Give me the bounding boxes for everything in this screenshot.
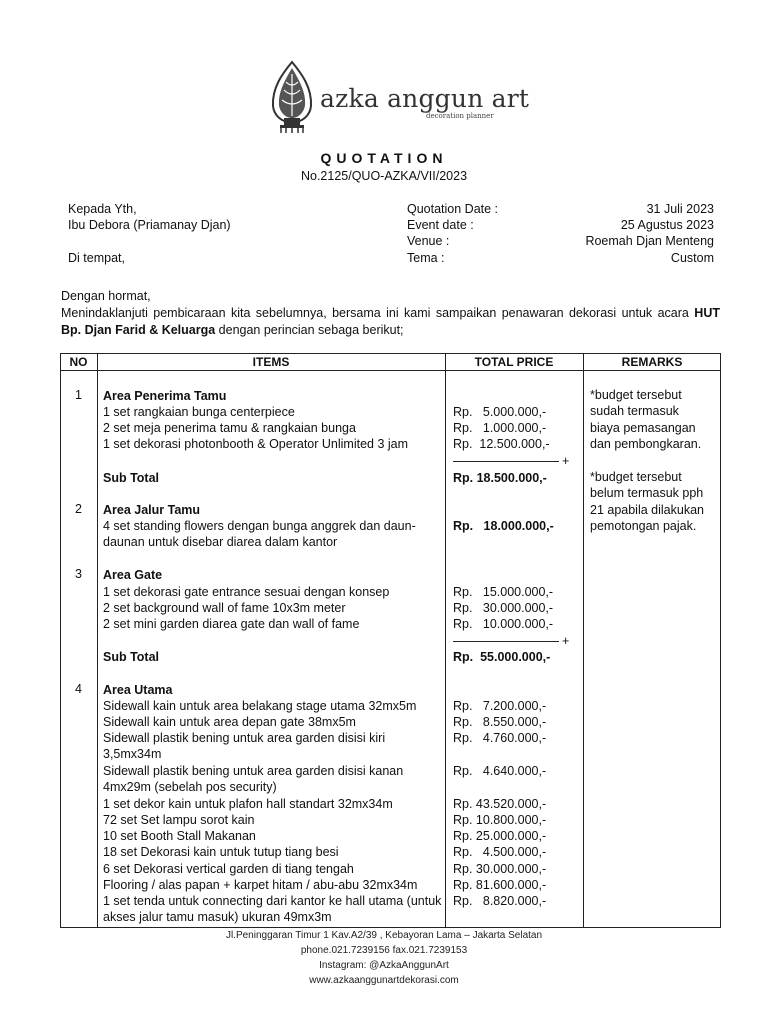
remark-line: belum termasuk pph bbox=[590, 486, 704, 501]
item-price: Rp. 30.000.000,- bbox=[453, 862, 547, 876]
intro-rest: dengan perincian sebaga berikut; bbox=[215, 322, 404, 337]
detail-value: 31 Juli 2023 bbox=[646, 202, 714, 216]
item-price: Rp. 5.000.000,- bbox=[453, 405, 547, 419]
subtotal-label: Sub Total bbox=[103, 650, 160, 664]
item-desc: 1 set tenda untuk connecting dari kantor ke hall utama (untuk akses jalur tamu masuk) ukuran 49mx3m bbox=[103, 894, 442, 925]
event-name: HUT Bp. Djan Farid & Keluarga bbox=[61, 306, 720, 337]
item-price: Rp. 1.000.000,- bbox=[453, 421, 547, 435]
item-price: Rp. 8.550.000,- bbox=[453, 715, 547, 729]
item-desc: 1 set rangkaian bunga centerpiece bbox=[103, 405, 295, 419]
footer-phone: phone.021.7239156 fax.021.7239153 bbox=[300, 945, 468, 956]
item-desc: Sidewall kain untuk area belakang stage utama 32mx5m bbox=[103, 699, 417, 713]
remark-line: pemotongan pajak. bbox=[590, 518, 697, 533]
recipient-place: Di tempat, bbox=[68, 251, 125, 265]
document-number: No.2125/QUO-AZKA/VII/2023 bbox=[300, 169, 468, 183]
remark-2 bbox=[590, 469, 715, 534]
item-price: Rp. 12.500.000,- bbox=[453, 437, 550, 451]
footer-website[interactable]: www.azkaanggunartdekorasi.com bbox=[309, 975, 459, 986]
recipient-name: Ibu Debora (Priamanay Djan) bbox=[68, 218, 231, 232]
item-price: Rp. 30.000.000,- bbox=[453, 601, 554, 615]
subtotal-label: Sub Total bbox=[103, 471, 160, 485]
document-title: QUOTATION bbox=[320, 150, 448, 166]
item-price: Rp. 7.200.000,- bbox=[453, 699, 547, 713]
section-title: Area Jalur Tamu bbox=[103, 503, 201, 517]
wayang-gunungan-icon bbox=[268, 60, 316, 134]
item-price: Rp. 18.000.000,- bbox=[453, 519, 554, 533]
detail-label: Tema : bbox=[407, 251, 445, 265]
greeting: Dengan hormat, bbox=[61, 289, 151, 303]
header-price: TOTAL PRICE bbox=[474, 355, 554, 369]
detail-value: 25 Agustus 2023 bbox=[620, 218, 714, 232]
intro-text: Menindaklanjuti pembicaraan kita sebelumnya, bersama ini kami sampaikan penawaran dekorasi untuk acara bbox=[61, 306, 689, 320]
item-price: Rp. 25.000.000,- bbox=[453, 829, 547, 843]
item-price: Rp. 4.640.000,- bbox=[453, 764, 547, 778]
item-desc: 6 set Dekorasi vertical garden di tiang tengah bbox=[103, 862, 354, 876]
item-price: Rp. 8.820.000,- bbox=[453, 894, 547, 908]
remark-1 bbox=[590, 387, 715, 452]
item-desc: 2 set meja penerima tamu & rangkaian bunga bbox=[103, 421, 356, 435]
remark-line: 21 apabila dilakukan bbox=[590, 502, 704, 517]
detail-label: Venue : bbox=[407, 234, 450, 248]
section-number: 4 bbox=[75, 682, 82, 696]
item-price: Rp. 10.000.000,- bbox=[453, 617, 554, 631]
footer-instagram[interactable]: Instagram: @AzkaAnggunArt bbox=[319, 960, 449, 971]
detail-value: Custom bbox=[670, 251, 714, 265]
table-divider bbox=[445, 353, 446, 928]
plus-sign: + bbox=[562, 454, 570, 468]
subtotal-value: Rp. 18.500.000,- bbox=[453, 471, 547, 485]
remark-line: dan pembongkaran. bbox=[590, 436, 702, 451]
item-price: Rp. 15.000.000,- bbox=[453, 585, 554, 599]
item-desc: 10 set Booth Stall Makanan bbox=[103, 829, 256, 843]
header-remarks: REMARKS bbox=[621, 355, 683, 369]
item-desc: Sidewall plastik bening untuk area garden disisi kanan 4mx29m (sebelah pos security) bbox=[103, 764, 404, 795]
item-desc: Sidewall kain untuk area depan gate 38mx5m bbox=[103, 715, 356, 729]
item-desc: 4 set standing flowers dengan bunga anggrek dan daun-daunan untuk disebar diarea dalam kantor bbox=[103, 519, 416, 550]
item-desc: Sidewall plastik bening untuk area garden disisi kiri 3,5mx34m bbox=[103, 731, 386, 762]
detail-value: Roemah Djan Menteng bbox=[585, 234, 714, 248]
item-price: Rp. 4.760.000,- bbox=[453, 731, 547, 745]
item-desc: 1 set dekorasi photonbooth & Operator Unlimited 3 jam bbox=[103, 437, 409, 451]
footer-address: Jl.Peninggaran Timur 1 Kav.A2/39 , Kebayoran Lama – Jakarta Selatan bbox=[225, 930, 543, 941]
item-desc: 2 set background wall of fame 10x3m meter bbox=[103, 601, 346, 615]
section-number: 3 bbox=[75, 567, 82, 581]
section-title: Area Gate bbox=[103, 568, 163, 582]
item-desc: 1 set dekor kain untuk plafon hall standart 32mx34m bbox=[103, 797, 393, 811]
section-title: Area Utama bbox=[103, 683, 173, 697]
item-price: Rp. 81.600.000,- bbox=[453, 878, 547, 892]
footer bbox=[0, 928, 768, 988]
plus-sign: + bbox=[562, 634, 570, 648]
detail-label: Quotation Date : bbox=[407, 202, 499, 216]
remark-line: *budget tersebut bbox=[590, 470, 682, 484]
intro-paragraph bbox=[61, 305, 720, 338]
remark-line: sudah termasuk bbox=[590, 404, 679, 419]
section-number: 1 bbox=[75, 388, 82, 402]
recipient-salutation: Kepada Yth, bbox=[68, 202, 137, 216]
item-desc: 2 set mini garden diarea gate dan wall of fame bbox=[103, 617, 360, 631]
item-price: Rp. 10.800.000,- bbox=[453, 813, 547, 827]
header-no: NO bbox=[69, 355, 88, 369]
brand-tagline: decoration planner bbox=[426, 112, 494, 120]
remark-line: biaya pemasangan bbox=[590, 420, 696, 435]
subtotal-value: Rp. 55.000.000,- bbox=[453, 650, 551, 664]
company-logo bbox=[268, 60, 530, 140]
item-desc: Flooring / alas papan + karpet hitam / abu-abu 32mx34m bbox=[103, 878, 418, 892]
remark-line: *budget tersebut bbox=[590, 388, 682, 402]
section-number: 2 bbox=[75, 502, 82, 516]
item-desc: 18 set Dekorasi kain untuk tutup tiang besi bbox=[103, 845, 339, 859]
item-price: Rp. 43.520.000,- bbox=[453, 797, 547, 811]
detail-label: Event date : bbox=[407, 218, 474, 232]
section-title: Area Penerima Tamu bbox=[103, 389, 227, 403]
header-items: ITEMS bbox=[252, 355, 290, 369]
item-desc: 1 set dekorasi gate entrance sesuai dengan konsep bbox=[103, 585, 390, 599]
item-price: Rp. 4.500.000,- bbox=[453, 845, 547, 859]
brand-name: azka anggun art bbox=[320, 84, 530, 113]
table-header-divider bbox=[60, 370, 721, 371]
item-desc: 72 set Set lampu sorot kain bbox=[103, 813, 255, 827]
table-divider bbox=[583, 353, 584, 928]
table-divider bbox=[97, 353, 98, 928]
